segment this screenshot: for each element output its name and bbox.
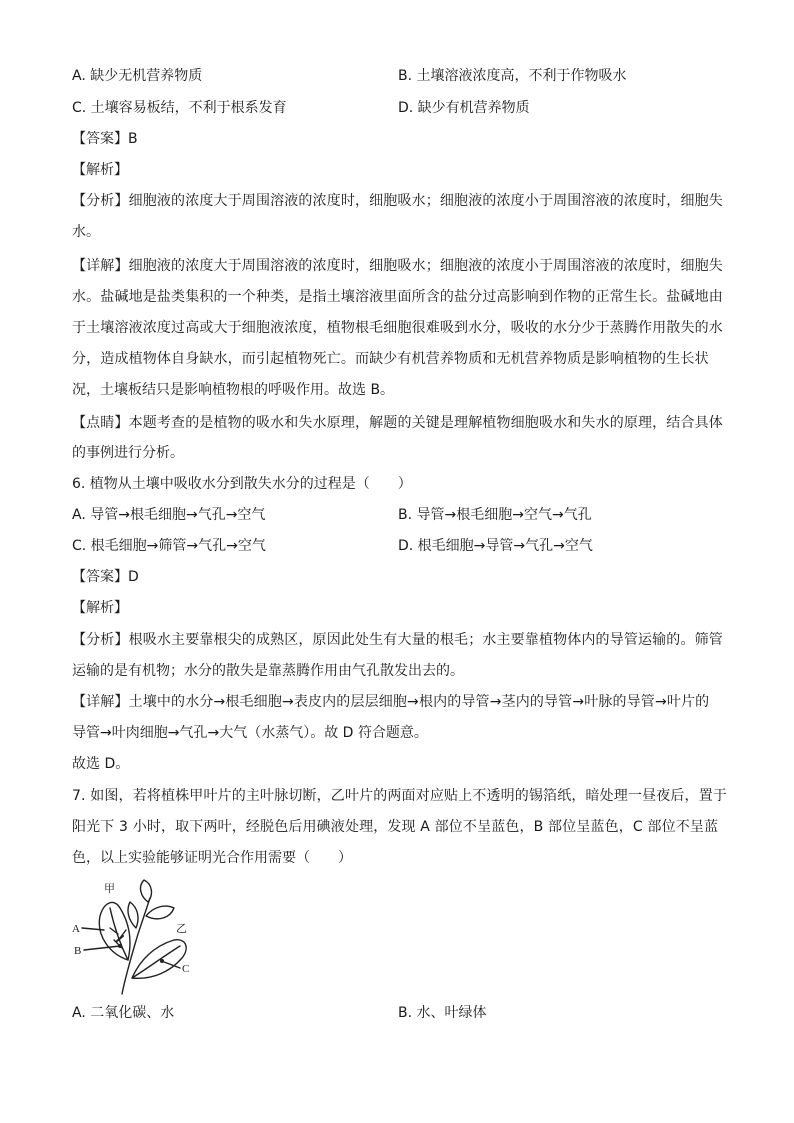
q5-comment-line: 的事例进行分析。: [72, 445, 184, 461]
leaf-upper-right: [146, 906, 174, 919]
label-a: A: [72, 923, 80, 935]
q5-comment-line: 【点睛】本题考查的是植物的吸水和失水原理，解题的关键是理解植物细胞吸水和失水的原理，结合具体: [72, 415, 723, 431]
q5-option-a: A. 缺少无机营养物质: [72, 68, 203, 84]
q6-detail-line: 导管→叶肉细胞→气孔→大气（水蒸气）。故 D 符合题意。: [72, 725, 428, 741]
q7-option-b: B. 水、叶绿体: [398, 1005, 487, 1021]
label-yi: 乙: [176, 923, 187, 935]
q7-option-a: A. 二氧化碳、水: [72, 1005, 175, 1021]
q6-conclusion: 故选 D。: [72, 756, 130, 772]
label-b: B: [74, 945, 82, 957]
q6-answer: 【答案】D: [72, 569, 139, 585]
q6-analysis-line: 运输的是有机物；水分的散失是靠蒸腾作用由气孔散发出去的。: [72, 663, 464, 679]
label-c: C: [182, 963, 190, 975]
q6-option-b: B. 导管→根毛细胞→空气→气孔: [398, 507, 592, 523]
q5-answer: 【答案】B: [72, 131, 138, 147]
q7-stem-line: 阳光下 3 小时，取下两叶，经脱色后用碘液处理，发现 A 部位不呈蓝色，B 部位呈蓝色，C 部位不呈蓝: [72, 819, 719, 835]
q5-option-b: B. 土壤溶液浓度高，不利于作物吸水: [398, 68, 627, 84]
point-c: [160, 959, 164, 963]
q5-jiexi-heading: 【解析】: [72, 162, 128, 178]
q5-detail-line: 于土壤溶液浓度过高或大于细胞液浓度，植物根毛细胞很难吸到水分，吸收的水分少于蒸腾作用散失的水: [72, 320, 723, 336]
q6-stem: 6. 植物从土壤中吸收水分到散失水分的过程是（ ）: [72, 476, 412, 492]
q6-option-a: A. 导管→根毛细胞→气孔→空气: [72, 507, 266, 523]
q5-detail-line: 水。盐碱地是盐类集积的一个种类，是指土壤溶液里面所含的盐分过高影响到作物的正常生长。盐碱地由: [72, 289, 723, 305]
q6-detail-line: 【详解】土壤中的水分→根毛细胞→表皮内的层层细胞→根内的导管→茎内的导管→叶脉的导管→叶片的: [72, 694, 710, 710]
q7-stem-line: 7. 如图，若将植株甲叶片的主叶脉切断，乙叶片的两面对应贴上不透明的锡箔纸，暗处理一昼夜后，置于: [72, 788, 728, 804]
q6-jiexi-heading: 【解析】: [72, 600, 128, 616]
q7-stem-line: 色，以上实验能够证明光合作用需要（ ）: [72, 850, 352, 866]
q5-detail-line: 分，造成植物体自身缺水，而引起植物死亡。而缺少有机营养物质和无机营养物质是影响植物的生长状: [72, 351, 709, 367]
q5-option-d: D. 缺少有机营养物质: [398, 100, 530, 116]
plant-figure: [70, 878, 200, 996]
q5-analysis-line: 水。: [72, 224, 100, 240]
q6-option-d: D. 根毛细胞→导管→气孔→空气: [398, 538, 593, 554]
label-jia: 甲: [104, 883, 115, 895]
q6-analysis-line: 【分析】根吸水主要靠根尖的成熟区，原因此处生有大量的根毛；水主要靠植物体内的导管运输的。筛管: [72, 632, 723, 648]
q5-detail-line: 【详解】细胞液的浓度大于周围溶液的浓度时，细胞吸水；细胞液的浓度小于周围溶液的浓度时，细胞失: [72, 258, 723, 274]
q5-option-c: C. 土壤容易板结，不利于根系发育: [72, 100, 287, 116]
leaf-upper-left: [128, 902, 138, 928]
plant-stem: [122, 898, 150, 994]
q5-detail-line: 况，土壤板结只是影响植物根的呼吸作用。故选 B。: [72, 382, 395, 398]
leaf-top: [141, 880, 152, 902]
point-b: [118, 944, 122, 948]
q5-analysis-line: 【分析】细胞液的浓度大于周围溶液的浓度时，细胞吸水；细胞液的浓度小于周围溶液的浓度时，细胞失: [72, 193, 723, 209]
q6-option-c: C. 根毛细胞→筛管→气孔→空气: [72, 538, 266, 554]
